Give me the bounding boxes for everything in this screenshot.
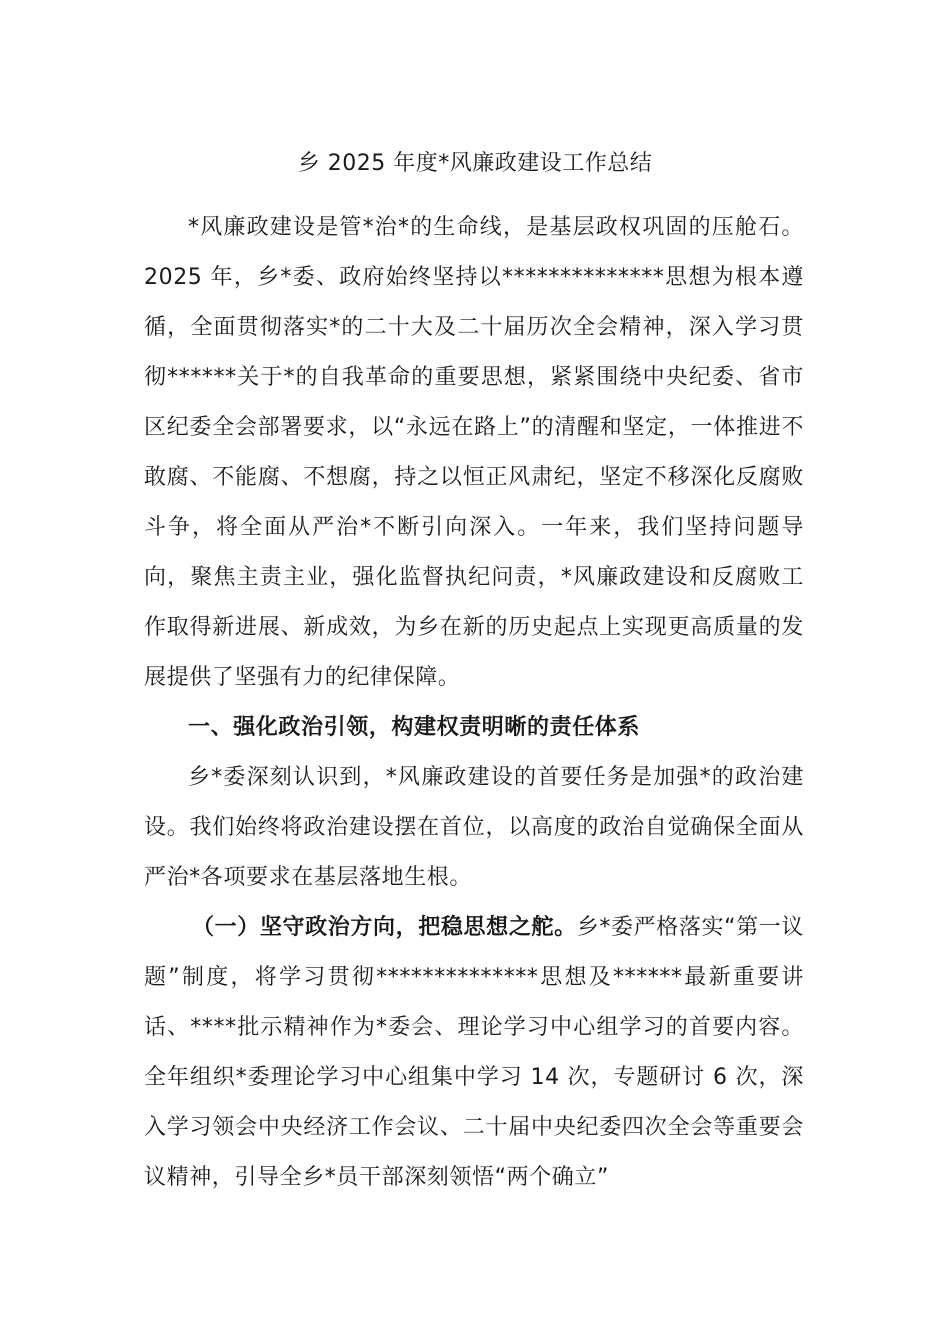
subsection-text: 乡*委严格落实“第一议题”制度，将学习贯彻**************思想及******最新重要讲话、****批示精神作为*委会、理论学习中心组学习的首要内容。全年组织*委理论学习中心组集中学习 14 次，专题研讨 6 次，深入学习领会中央经济工作会议、二十届中央纪委四次全会等重要会议精神，引导全乡*员干部深刻领悟“两个确立” [144,915,804,1190]
document-title: 乡 2025 年度*风廉政建设工作总结 [297,151,653,176]
subsection-heading: （一）坚守政治方向，把稳思想之舵。 [192,915,577,940]
subsection-paragraph [144,903,804,1203]
section-paragraph: 乡*委深刻认识到，*风廉政建设的首要任务是加强*的政治建设。我们始终将政治建设摆在首位，以高度的政治自觉确保全面从严治*各项要求在基层落地生根。 [144,765,804,890]
document-body [144,203,804,1203]
section-heading: 一、强化政治引领，构建权责明晰的责任体系 [188,715,641,740]
intro-paragraph: *风廉政建设是管*治*的生命线，是基层政权巩固的压舱石。2025 年，乡*委、政府始终坚持以**************思想为根本遵循，全面贯彻落实*的二十大及二十届历次全会精神，深入学习贯彻******关于*的自我革命的重要思想，紧紧围绕中央纪委、省市区纪委全会部署要求，以“永远在路上”的清醒和坚定，一体推进不敢腐、不能腐、不想腐，持之以恒正风肃纪，坚定不移深化反腐败斗争，将全面从严治*不断引向深入。一年来，我们坚持问题导向，聚焦主责主业，强化监督执纪问责，*风廉政建设和反腐败工作取得新进展、新成效，为乡在新的历史起点上实现更高质量的发展提供了坚强有力的纪律保障。 [144,215,804,690]
